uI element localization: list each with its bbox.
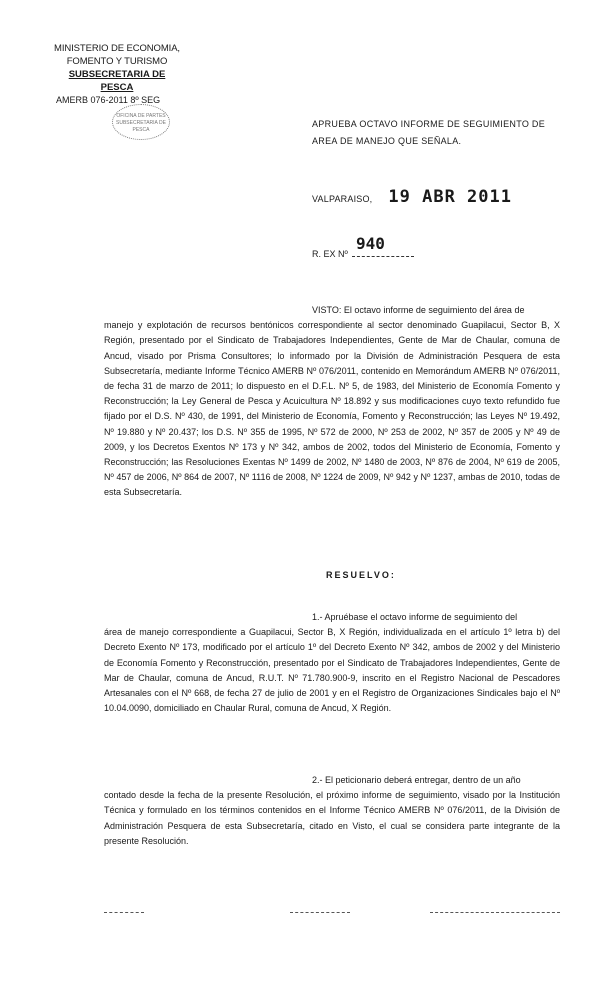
- dateline-date-stamp: 19 ABR 2011: [388, 187, 512, 207]
- footer-dash-center: [290, 912, 350, 913]
- letterhead: [52, 42, 182, 107]
- letterhead-reference: AMERB 076-2011 8º SEG: [56, 95, 161, 105]
- visto-body: manejo y explotación de recursos bentónicos correspondiente al sector denominado Guapilacui, Sector B, X Región, presentado por el Sindicato de Trabajadores Independientes, Gente de Mar de Chaular, comuna de Ancud, visado por Prisma Consultores; lo informado por la División de Administración Pesquera de esta Subsecretaría, mediante Informe Técnico AMERB Nº 076/2011, contenido en Memorándum AMERB Nº 076/2011, de fecha 31 de marzo de 2011; lo dispuesto en el D.F.L. Nº 5, de 1983, del Ministerio de Economía Fomento y Reconstrucción; la Ley General de Pesca y Acuicultura Nº 18.892 y sus modificaciones cuyo texto refundido fue fijado por el D.S. Nº 430, de 1991, del Ministerio de Economía, Fomento y Reconstrucción; las Leyes Nº 19.492, Nº 19.880 y Nº 20.437; los D.S. Nº 355 de 1995, Nº 572 de 2000, Nº 253 de 2002, Nº 357 de 2005 y Nº 49 de 2009, y los Decretos Exentos Nº 173 y Nº 342, ambos de 2002, todos del Ministerio de Economía, Fomento y Reconstrucción; las Resoluciones Exentas Nº 1499 de 2002, Nº 1480 de 2003, Nº 876 de 2004, Nº 619 de 2005, Nº 457 de 2006, Nº 864 de 2007, Nº 1116 de 2008, Nº 1224 de 2009, Nº 942 y Nº 1237, ambas de 2010, todas de esta Subsecretaría.: [104, 320, 560, 498]
- item1-lead: 1.- Apruébase el octavo informe de seguimiento del: [312, 612, 518, 622]
- resolution-label: R. EX Nº: [312, 249, 348, 259]
- visto-lead: VISTO: El octavo informe de seguimiento del área de: [312, 305, 525, 315]
- letterhead-ministry-2: FOMENTO Y TURISMO: [66, 56, 168, 67]
- letterhead-subsecretaria: SUBSECRETARIA DE PESCA: [68, 69, 166, 93]
- stamp-text: OFICINA DE PARTES SUBSECRETARIA DE PESCA: [116, 113, 166, 133]
- resuelvo-heading: RESUELVO:: [326, 570, 396, 580]
- footer-dash-left: [104, 912, 144, 913]
- item1-body: área de manejo correspondiente a Guapilacui, Sector B, X Región, individualizada en el artículo 1º letra b) del Decreto Exento Nº 173, modificado por el artículo 1º del Decreto Exento Nº 342, ambos de 2002 y del Ministerio de Economía Fomento y Reconstrucción, presentado por el Sindicato de Trabajadores Independientes, Gente de Mar de Chaular, comuna de Ancud, R.U.T. Nº 71.780.900-9, inscrito en el Registro Nacional de Pescadores Artesanales con el Nº 668, de fecha 27 de julio de 2001 y en el Registro de Organizaciones Sindicales bajo el Nº 10.04.0090, domiciliado en Chaular Rural, comuna de Ancud, X Región.: [104, 627, 560, 714]
- visto-paragraph: [104, 303, 560, 501]
- dateline-city: VALPARAISO,: [312, 194, 373, 204]
- item2-body: contado desde la fecha de la presente Resolución, el próximo informe de seguimiento, visado por la Institución Técnica y formulado en los términos contenidos en el Informe Técnico AMERB Nº 076/2011, de la División de Administración Pesquera de esta Subsecretaría, citado en Visto, el cual se considera parte integrante de la presente Resolución.: [104, 790, 560, 846]
- resolution-number: 940: [356, 234, 385, 253]
- letterhead-ministry: MINISTERIO DE ECONOMIA,: [54, 43, 180, 54]
- resolution-number-line: [352, 256, 414, 257]
- document-subject: APRUEBA OCTAVO INFORME DE SEGUIMIENTO DE AREA DE MANEJO QUE SEÑALA.: [312, 119, 546, 146]
- resolution-item-2: [104, 773, 560, 849]
- office-stamp: [112, 104, 170, 140]
- footer-dash-right: [430, 912, 560, 913]
- resolution-item-1: [104, 610, 560, 716]
- item2-lead: 2.- El peticionario deberá entregar, dentro de un año: [312, 775, 521, 785]
- dateline: [312, 187, 512, 207]
- resolution-label-line: [312, 249, 414, 259]
